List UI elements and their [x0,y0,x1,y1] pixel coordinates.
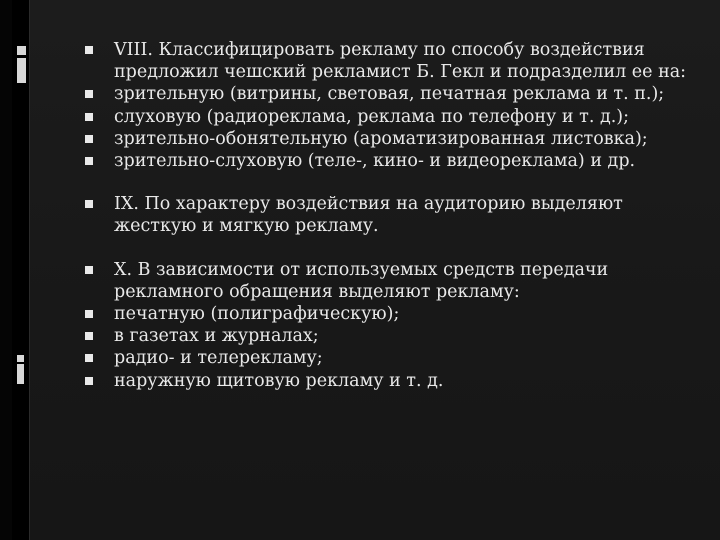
decoration-bar-bottom [17,364,24,384]
bullet-square-icon [85,310,93,318]
decoration-bar-top [17,58,26,83]
list-item [85,347,705,369]
bullet-square-icon [85,354,93,362]
list-item-text: зрительную (витрины, световая, печатная реклама и т. п.); [114,84,665,105]
list-item-text: печатную (полиграфическую); [114,304,400,325]
bullet-group-ix [85,193,705,237]
slide-left-band [0,0,12,540]
list-item-text: зрительно-слуховую (теле-, кино- и видеореклама) и др. [114,151,636,172]
list-item [85,303,705,325]
bullet-square-icon [85,266,93,274]
list-item-text: IX. По характеру воздействия на аудиторию выделяют жесткую и мягкую рекламу. [114,194,623,237]
bullet-square-icon [85,377,93,385]
bullet-square-icon [85,135,93,143]
bullet-square-icon [85,200,93,208]
list-item [85,150,705,172]
bullet-group-viii [85,39,705,172]
bullet-group-x [85,259,705,392]
list-item [85,193,705,237]
list-item-text: радио- и телерекламу; [114,348,323,369]
list-item-text: в газетах и журналах; [114,326,319,347]
list-item [85,259,705,303]
bullet-square-icon [85,46,93,54]
bullet-square-icon [85,332,93,340]
list-item-text: зрительно-обонятельную (ароматизированная листовка); [114,128,648,149]
bullet-square-icon [85,157,93,165]
list-item [85,106,705,128]
bullet-square-icon [85,113,93,121]
decoration-square-top [17,46,26,55]
list-item [85,370,705,392]
list-item-text: VIII. Классифицировать рекламу по способу воздействия предложил чешский рекламист Б. Гекл и подразделил ее на: [114,40,687,83]
list-item [85,83,705,105]
bullet-square-icon [85,90,93,98]
list-item-text: X. В зависимости от используемых средств передачи рекламного обращения выделяют рекламу: [114,259,609,302]
decoration-square-bottom [17,355,24,362]
slide-content [85,39,705,392]
list-item [85,325,705,347]
list-item-text: слуховую (радиореклама, реклама по телефону и т. д.); [114,106,630,127]
list-item [85,39,705,83]
list-item-text: наружную щитовую рекламу и т. д. [114,370,444,391]
list-item [85,128,705,150]
